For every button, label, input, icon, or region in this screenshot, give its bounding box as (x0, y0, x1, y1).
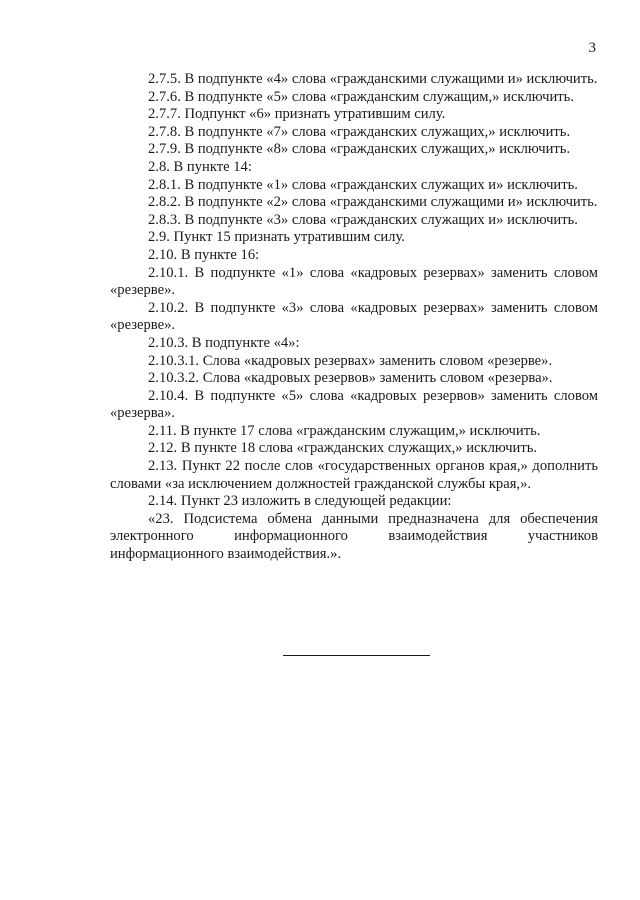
paragraph-2-8-2: 2.8.2. В подпункте «2» слова «гражданскими служащими и» исключить. (148, 194, 598, 211)
paragraph-2-10: 2.10. В пункте 16: (148, 246, 260, 263)
paragraph-2-11: 2.11. В пункте 17 слова «гражданским служащим,» исключить. (148, 422, 541, 439)
paragraph-2-7-5: 2.7.5. В подпункте «4» слова «гражданскими служащими и» исключить. (148, 71, 598, 87)
paragraph-2-7-6: 2.7.6. В подпункте «5» слова «гражданским служащим,» исключить. (148, 88, 574, 105)
paragraph-2-7-8: 2.7.8. В подпункте «7» слова «гражданских служащих,» исключить. (148, 123, 571, 140)
paragraph-2-10-3: 2.10.3. В подпункте «4»: (148, 334, 300, 351)
paragraph-2-14: 2.14. Пункт 23 изложить в следующей редакции: (148, 493, 452, 510)
paragraph-2-10-3-2: 2.10.3.2. Слова «кадровых резервов» заменить словом «резерва». (148, 370, 553, 387)
paragraph-2-10-4: 2.10.4. В подпункте «5» слова «кадровых резервов» заменить словом «резерва». (110, 387, 598, 422)
paragraph-2-10-3-1: 2.10.3.1. Слова «кадровых резервах» заменить словом «резерве». (148, 352, 553, 369)
paragraph-2-8-3: 2.8.3. В подпункте «3» слова «гражданских служащих и» исключить. (148, 211, 578, 228)
paragraph-2-9: 2.9. Пункт 15 признать утратившим силу. (148, 229, 405, 246)
paragraph-2-10-1: 2.10.1. В подпункте «1» слова «кадровых резервах» заменить словом «резерве». (110, 264, 598, 299)
paragraph-item-23-text: «23. Подсистема обмена данными предназначена для обеспечения электронного информационного взаимодействия участников информационного взаимодействия.». (110, 510, 598, 563)
paragraph-2-8: 2.8. В пункте 14: (148, 158, 252, 175)
paragraph-2-8-1: 2.8.1. В подпункте «1» слова «гражданских служащих и» исключить. (148, 176, 578, 193)
paragraph-2-13: 2.13. Пункт 22 после слов «государственных органов края,» дополнить словами «за исключением должностей гражданской службы края,». (110, 458, 598, 492)
document-body (110, 71, 598, 564)
paragraph-2-12: 2.12. В пункте 18 слова «гражданских служащих,» исключить. (148, 440, 538, 457)
paragraph-2-10-2: 2.10.2. В подпункте «3» слова «кадровых резервах» заменить словом «резерве». (110, 299, 598, 334)
paragraph-2-7-9: 2.7.9. В подпункте «8» слова «гражданских служащих,» исключить. (148, 141, 571, 158)
closing-rule (283, 655, 430, 656)
page-number: 3 (588, 40, 596, 56)
paragraph-2-7-7: 2.7.7. Подпункт «6» признать утратившим силу. (148, 106, 446, 123)
